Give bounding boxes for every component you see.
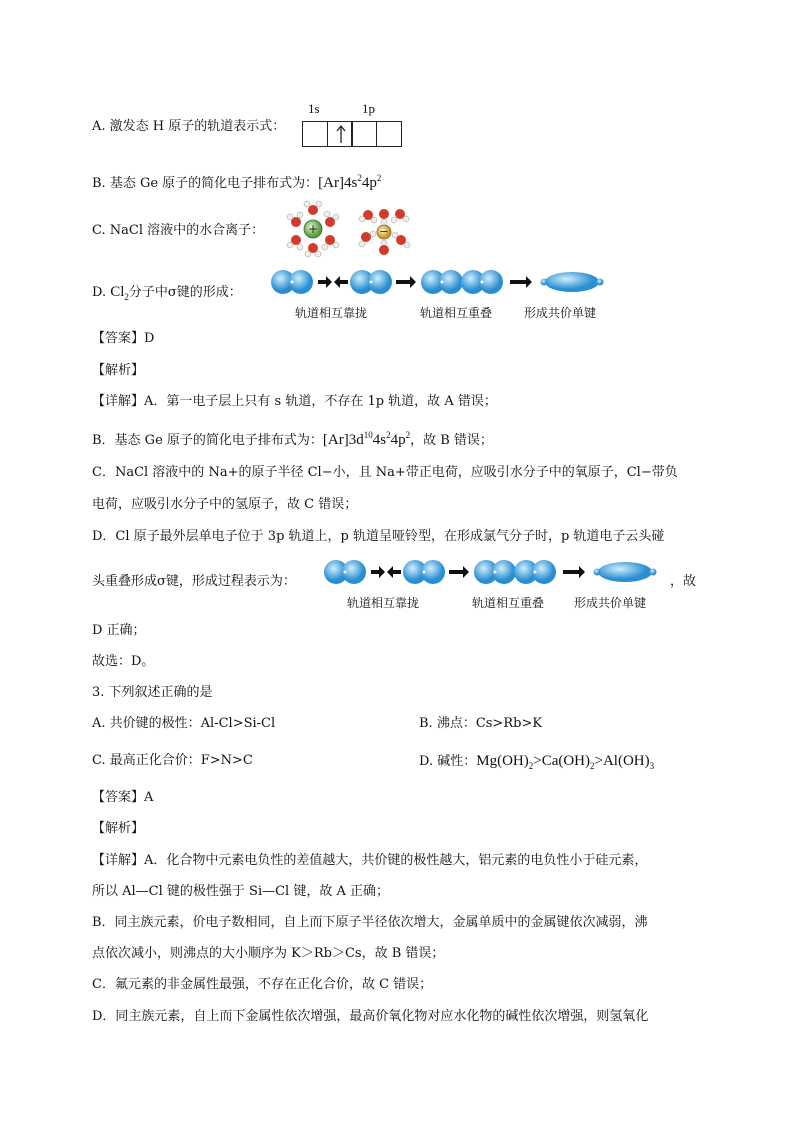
q3-option-a: A. 共价键的极性：Al-Cl>Si-Cl [92, 716, 276, 731]
caption-approach-1: 轨道相互靠拢 [295, 306, 368, 320]
detail-d-line-2-tail: ，故 [670, 574, 697, 589]
q3-option-c: C. 最高正化合价：F>N>C [92, 753, 253, 768]
cl-ion-cluster [359, 209, 410, 255]
choose-1: 故选：D。 [92, 654, 155, 669]
detail-b-sup-1: 10 [363, 430, 373, 440]
detail-d-line-3: D 正确； [92, 623, 146, 638]
orbitals-approach-2 [403, 560, 445, 584]
arrow-left-icon [334, 276, 348, 288]
up-arrow-icon [328, 122, 354, 148]
detail-b-post: ，故 B 错误； [410, 433, 493, 448]
na-ion-cluster [287, 201, 339, 257]
long-arrow-icon-2 [563, 566, 585, 578]
formula-sub-3: 3 [649, 761, 655, 771]
sigma-bond-diagram-2 [323, 557, 673, 591]
sigma-bond-diagram-1 [270, 267, 620, 301]
d2-b-line-2: 点依次减小，则沸点的大小顺序为 K＞Rb＞Cs，故 B 错误； [92, 946, 445, 961]
hydrated-ions-figure [280, 200, 410, 260]
option-b-label: B. [92, 176, 106, 191]
d2-d: D．同主族元素，自上而下金属性依次增强，最高价氧化物对应水化物的碱性依次增强，则氢氧化 [92, 1009, 649, 1024]
svg-text:+: + [307, 222, 319, 236]
option-a [92, 118, 285, 136]
q3-option-d-pre: D. 碱性： [419, 754, 477, 769]
detail-b [92, 426, 493, 450]
config-mid: 4p [361, 175, 377, 191]
arrow-right-icon [318, 276, 332, 288]
long-arrow-icon [449, 566, 469, 578]
option-c [92, 222, 264, 240]
formula-mg: Mg(OH) [476, 753, 529, 769]
orbitals-overlap [421, 270, 503, 294]
orbital-box-1p-2 [351, 121, 377, 147]
single-bond-shape [594, 562, 657, 582]
orbital-box-1s [302, 121, 328, 147]
analysis-1: 【解析】 [92, 363, 145, 378]
option-b [92, 169, 381, 193]
orbital-label-1s: 1s [308, 101, 320, 116]
caption-single-bond-1: 形成共价单键 [524, 306, 597, 320]
detail-b-pre: B．基态 Ge 原子的简化电子排布式为： [92, 433, 323, 448]
caption-overlap-1: 轨道相互重叠 [420, 306, 493, 320]
option-a-text: 激发态 H 原子的轨道表示式： [109, 119, 286, 134]
long-arrow-icon-2 [510, 276, 532, 288]
option-b-text: 基态 Ge 原子的简化电子排布式为： [109, 176, 319, 191]
orbitals-approach [271, 270, 313, 294]
detail-a: 【详解】A．第一电子层上只有 s 轨道，不存在 1p 轨道，故 A 错误； [92, 394, 497, 409]
config-sup-2: 2 [376, 173, 382, 183]
detail-b-sup-3: 2 [405, 430, 411, 440]
option-b-config [318, 175, 381, 191]
d2-a-line-2: 所以 Al—Cl 键的极性强于 Si—Cl 键，故 A 正确； [92, 884, 390, 899]
arrow-left-icon [387, 566, 401, 578]
formula-ca: >Ca(OH) [533, 753, 591, 769]
option-c-text: NaCl 溶液中的水合离子： [109, 223, 265, 238]
orbitals-approach-2 [350, 270, 392, 294]
detail-b-mid2: 4p [390, 432, 406, 448]
d2-a-line-1: 【详解】A．化合物中元素电负性的差值越大，共价键的极性越大，铝元素的电负性小于硅元素， [92, 853, 648, 868]
q3-option-d-formula [476, 753, 654, 769]
config-sup-1: 2 [357, 173, 362, 183]
option-d [92, 283, 242, 306]
formula-sub-1: 2 [528, 761, 534, 771]
detail-c-line-1: C．NaCl 溶液中的 Na+的原子半径 Cl−小，且 Na+带正电荷，应吸引水分子中的氧原子，Cl−带负 [92, 465, 678, 480]
answer-2: 【答案】A [92, 790, 154, 805]
analysis-2: 【解析】 [92, 821, 145, 836]
formula-sub-2: 2 [590, 761, 595, 771]
option-c-label: C. [92, 223, 106, 238]
d2-b-line-1: B．同主族元素，价电子数相同，自上而下原子半径依次增大，金属单质中的金属键依次减弱，沸 [92, 915, 648, 930]
detail-b-mid1: 4s [372, 432, 387, 448]
cl-symbol: Cl [110, 284, 125, 300]
detail-c-line-2: 电荷，应吸引水分子中的氢原子，故 C 错误； [92, 497, 358, 512]
svg-text:−: − [379, 225, 389, 238]
detail-d-line-1: D．Cl 原子最外层单电子位于 3p 轨道上，p 轨道呈哑铃型，在形成氯气分子时，p 轨道电子云头碰 [92, 529, 665, 544]
orbital-label-1p: 1p [362, 101, 375, 116]
orbital-diagram [302, 121, 400, 147]
single-bond-shape [541, 272, 604, 292]
detail-b-sup-2: 2 [386, 430, 391, 440]
q3-option-d [419, 752, 654, 775]
detail-d-line-2: 头重叠形成σ键，形成过程表示为： [92, 574, 296, 589]
detail-b-core: [Ar]3d [322, 432, 364, 448]
detail-b-config [323, 432, 410, 448]
arrow-right-icon [371, 566, 385, 578]
orbitals-approach [324, 560, 366, 584]
answer-1: 【答案】D [92, 331, 155, 346]
config-core: [Ar]4s [318, 175, 358, 191]
caption-overlap-2: 轨道相互重叠 [472, 596, 545, 610]
long-arrow-icon [396, 276, 416, 288]
orbital-box-1p-1 [327, 121, 353, 147]
option-d-label: D. [92, 285, 107, 300]
option-d-text: 分子中σ键的形成： [128, 285, 242, 300]
orbital-box-1p-3 [376, 121, 402, 147]
cl2-formula [110, 284, 129, 300]
q3-option-b: B. 沸点：Cs>Rb>K [419, 716, 543, 731]
orbitals-overlap [474, 560, 556, 584]
formula-al: >Al(OH) [594, 753, 650, 769]
caption-approach-2: 轨道相互靠拢 [347, 596, 420, 610]
question-3: 3. 下列叙述正确的是 [92, 685, 213, 700]
cl-subscript: 2 [124, 292, 129, 302]
option-a-label: A. [92, 119, 106, 134]
caption-single-bond-2: 形成共价单键 [574, 596, 647, 610]
d2-c: C．氟元素的非金属性最强，不存在正化合价，故 C 错误； [92, 977, 433, 992]
